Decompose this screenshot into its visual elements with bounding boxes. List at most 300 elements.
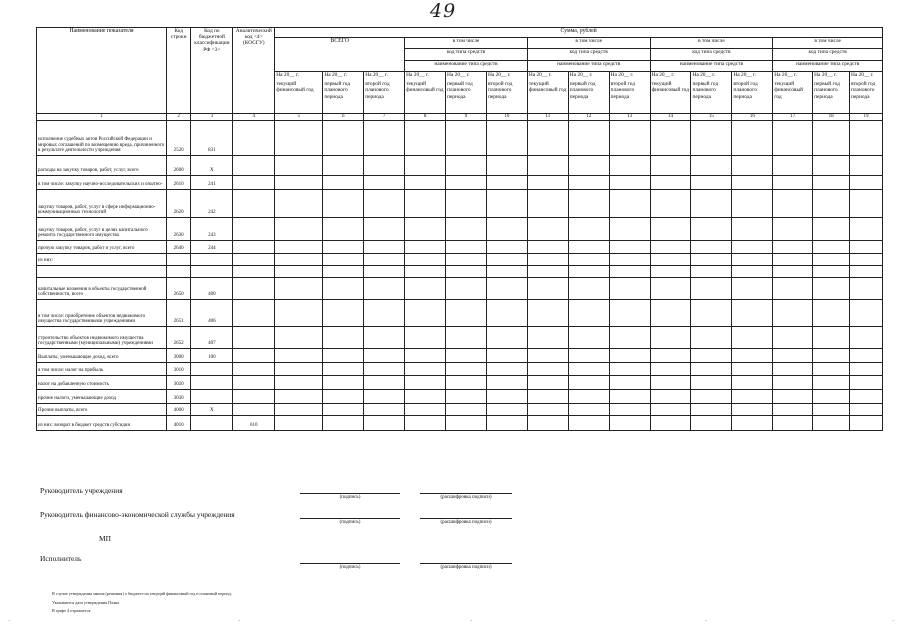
amount-cell (650, 363, 691, 376)
amount-cell (527, 218, 568, 241)
row-label: закупку товаров, работ, услуг в целях капитального ремонта государственного имущества (37, 218, 167, 241)
amount-cell (813, 416, 850, 431)
amount-cell (849, 241, 882, 254)
period-type-label: второй год планового периода (365, 81, 390, 100)
amount-cell (323, 300, 364, 327)
amount-cell (446, 404, 487, 416)
amount-cell (486, 404, 527, 416)
header-fund-name-1: наименование типа средств (405, 61, 528, 72)
amount-cell (405, 156, 446, 176)
amount-cell (732, 416, 773, 431)
amount-cell (446, 266, 487, 278)
amount-cell (813, 121, 850, 156)
amount-cell (691, 327, 732, 349)
row-code: 2652 (166, 327, 191, 349)
amount-cell (849, 404, 882, 416)
amount-cell (609, 390, 650, 404)
header-period-g2-p2 (446, 72, 487, 114)
amount-cell (405, 327, 446, 349)
amount-cell (609, 121, 650, 156)
amount-cell (568, 376, 609, 390)
period-type-label: первый год планового периода (814, 81, 840, 100)
amount-cell (486, 363, 527, 376)
amount-cell (773, 218, 813, 241)
row-label: расходы на закупку товаров, работ, услуг, всего (37, 156, 167, 176)
header-fund-code-1: код типа средств (405, 49, 528, 61)
amount-cell (446, 176, 487, 190)
amount-cell (446, 241, 487, 254)
amount-cell (405, 404, 446, 416)
row-analytic-code: 610 (233, 416, 275, 431)
header-period-g4-p2 (691, 72, 732, 114)
table-row (37, 176, 883, 190)
amount-cell (691, 266, 732, 278)
amount-cell (773, 176, 813, 190)
amount-cell (773, 363, 813, 376)
table-row (37, 300, 883, 327)
amount-cell (446, 376, 487, 390)
table-row (37, 156, 883, 176)
header-period-g3-p3 (609, 72, 650, 114)
amount-cell (732, 190, 773, 218)
row-label: из них: возврат в бюджет средств субсидии (37, 416, 167, 431)
row-code: 4000 (166, 404, 191, 416)
amount-cell (732, 404, 773, 416)
amount-cell (691, 218, 732, 241)
amount-cell (323, 156, 364, 176)
row-budget-code (191, 266, 233, 278)
row-code: 3020 (166, 376, 191, 390)
row-label: прочие налоги, уменьшающие доход (37, 390, 167, 404)
amount-cell (527, 300, 568, 327)
header-period-g1-p3 (364, 72, 405, 114)
table-row (37, 241, 883, 254)
fin-head-decoding-caption: (расшифровка подписи) (440, 520, 492, 525)
amount-cell (323, 266, 364, 278)
amount-cell (691, 254, 732, 266)
amount-cell (609, 349, 650, 363)
amount-cell (486, 416, 527, 431)
amount-cell (650, 121, 691, 156)
amount-cell (568, 404, 609, 416)
amount-cell (446, 363, 487, 376)
page-number: 49 (430, 0, 457, 22)
amount-cell (486, 349, 527, 363)
amount-cell (609, 254, 650, 266)
head-signature-caption: (подпись) (339, 495, 361, 500)
amount-cell (609, 300, 650, 327)
amount-cell (275, 254, 323, 266)
row-analytic-code (233, 363, 275, 376)
amount-cell (568, 349, 609, 363)
row-analytic-code (233, 241, 275, 254)
column-number: 6 (323, 114, 364, 121)
amount-cell (568, 266, 609, 278)
amount-cell (568, 218, 609, 241)
amount-cell (568, 278, 609, 300)
amount-cell (527, 390, 568, 404)
amount-cell (527, 121, 568, 156)
amount-cell (527, 416, 568, 431)
row-label: прочую закупку товаров, работ и услуг, всего (37, 241, 167, 254)
row-analytic-code (233, 190, 275, 218)
amount-cell (405, 363, 446, 376)
amount-cell (364, 327, 405, 349)
amount-cell (275, 278, 323, 300)
row-analytic-code (233, 404, 275, 416)
amount-cell (275, 363, 323, 376)
row-label: Выплаты, уменьшающие доход, всего (37, 349, 167, 363)
amount-cell (773, 156, 813, 176)
amount-cell (364, 416, 405, 431)
header-analytic-code: Аналитический код <4> (КОСГУ) (233, 28, 275, 114)
amount-cell (732, 156, 773, 176)
period-year-label: На 20__ г. (365, 72, 388, 78)
amount-cell (275, 404, 323, 416)
amount-cell (527, 254, 568, 266)
amount-cell (527, 156, 568, 176)
amount-cell (568, 190, 609, 218)
amount-cell (773, 404, 813, 416)
amount-cell (275, 176, 323, 190)
row-budget-code: 400 (191, 278, 233, 300)
amount-cell (446, 390, 487, 404)
amount-cell (691, 390, 732, 404)
header-including-1: в том числе (405, 38, 528, 49)
period-year-label: На 20__ г. (324, 72, 348, 78)
amount-cell (813, 327, 850, 349)
amount-cell (813, 190, 850, 218)
amount-cell (446, 278, 487, 300)
amount-cell (405, 176, 446, 190)
row-analytic-code (233, 390, 275, 404)
amount-cell (813, 278, 850, 300)
amount-cell (486, 176, 527, 190)
amount-cell (732, 266, 773, 278)
column-number: 11 (527, 114, 568, 121)
amount-cell (486, 376, 527, 390)
row-code: 3000 (166, 349, 191, 363)
amount-cell (650, 266, 691, 278)
fin-head-signature-caption: (подпись) (339, 520, 361, 525)
row-budget-code: 243 (191, 218, 233, 241)
amount-cell (813, 156, 850, 176)
amount-cell (568, 363, 609, 376)
table-row (37, 376, 883, 390)
amount-cell (691, 156, 732, 176)
amount-cell (773, 241, 813, 254)
amount-cell (691, 241, 732, 254)
period-type-label: второй год планового периода (610, 81, 636, 100)
header-fund-name-2: наименование типа средств (527, 61, 650, 72)
executor-signature-caption: (подпись) (339, 565, 361, 570)
amount-cell (446, 218, 487, 241)
amount-cell (405, 349, 446, 363)
amount-cell (650, 241, 691, 254)
header-period-g1-p2 (323, 72, 364, 114)
amount-cell (650, 416, 691, 431)
amount-cell (275, 156, 323, 176)
row-analytic-code (233, 376, 275, 390)
amount-cell (773, 349, 813, 363)
amount-cell (364, 121, 405, 156)
amount-cell (691, 300, 732, 327)
amount-cell (650, 156, 691, 176)
header-fund-code-4: код типа средств (773, 49, 883, 61)
table-row (37, 266, 883, 278)
amount-cell (446, 300, 487, 327)
period-type-label: второй год планового периода (850, 81, 876, 100)
amount-cell (323, 363, 364, 376)
period-type-label: первый год планового периода (324, 81, 351, 100)
column-number: 13 (609, 114, 650, 121)
amount-cell (609, 327, 650, 349)
amount-cell (773, 278, 813, 300)
amount-cell (849, 218, 882, 241)
amount-cell (364, 390, 405, 404)
amount-cell (446, 156, 487, 176)
header-fund-code-2: код типа средств (527, 49, 650, 61)
amount-cell (813, 218, 850, 241)
amount-cell (405, 266, 446, 278)
column-number: 10 (486, 114, 527, 121)
amount-cell (773, 300, 813, 327)
amount-cell (732, 278, 773, 300)
row-budget-code (191, 254, 233, 266)
amount-cell (405, 190, 446, 218)
amount-cell (773, 190, 813, 218)
amount-cell (691, 363, 732, 376)
amount-cell (650, 327, 691, 349)
amount-cell (568, 390, 609, 404)
column-number: 12 (568, 114, 609, 121)
executor-label: Исполнитель (40, 554, 82, 563)
amount-cell (650, 390, 691, 404)
period-type-label: второй год планового периода (733, 81, 758, 100)
row-label: Прочие выплаты, всего (37, 404, 167, 416)
table-row (37, 390, 883, 404)
amount-cell (446, 416, 487, 431)
amount-cell (364, 376, 405, 390)
row-code (166, 266, 191, 278)
amount-cell (691, 121, 732, 156)
amount-cell (609, 176, 650, 190)
amount-cell (275, 241, 323, 254)
row-analytic-code (233, 156, 275, 176)
amount-cell (849, 349, 882, 363)
period-year-label: На 20__ г. (651, 72, 675, 78)
period-type-label: первый год планового периода (692, 81, 719, 100)
amount-cell (527, 266, 568, 278)
period-type-label: текущий финансовый год (774, 81, 803, 100)
amount-cell (849, 278, 882, 300)
row-analytic-code (233, 327, 275, 349)
period-year-label: На 20__ г. (610, 72, 634, 78)
amount-cell (323, 376, 364, 390)
amount-cell (527, 363, 568, 376)
header-including-2: в том числе (527, 38, 650, 49)
amount-cell (849, 121, 882, 156)
amount-cell (364, 349, 405, 363)
header-total: ВСЕГО (275, 38, 405, 72)
amount-cell (486, 190, 527, 218)
amount-cell (650, 218, 691, 241)
amount-cell (568, 416, 609, 431)
row-code: 2520 (166, 121, 191, 156)
row-label: строительство объектов недвижимого имущества государственными (муниципальными) учреждениями (37, 327, 167, 349)
amount-cell (364, 266, 405, 278)
amount-cell (773, 266, 813, 278)
amount-cell (609, 190, 650, 218)
amount-cell (364, 176, 405, 190)
amount-cell (527, 349, 568, 363)
amount-cell (275, 376, 323, 390)
amount-cell (323, 404, 364, 416)
row-label: в том числе: приобретение объектов недвижимого имущества государственными учреждениями (37, 300, 167, 327)
head-decoding-caption: (расшифровка подписи) (440, 495, 492, 500)
header-including-3: в том числе (650, 38, 773, 49)
period-year-label: На 20__ г. (850, 72, 874, 78)
row-label: из них: (37, 254, 167, 266)
row-label (37, 266, 167, 278)
amount-cell (732, 327, 773, 349)
amount-cell (849, 254, 882, 266)
header-indicator: Наименование показателя (37, 28, 167, 114)
amount-cell (364, 218, 405, 241)
amount-cell (849, 390, 882, 404)
header-period-g4-p3 (732, 72, 773, 114)
amount-cell (773, 390, 813, 404)
amount-cell (773, 416, 813, 431)
amount-cell (364, 300, 405, 327)
amount-cell (405, 416, 446, 431)
header-period-g5-p1 (773, 72, 813, 114)
amount-cell (364, 254, 405, 266)
amount-cell (405, 376, 446, 390)
amount-cell (568, 241, 609, 254)
header-period-g1-p1 (275, 72, 323, 114)
amount-cell (486, 156, 527, 176)
amount-cell (275, 266, 323, 278)
table-row (37, 218, 883, 241)
row-label: в том числе: закупку научно-исследовательских и опытно- (37, 176, 167, 190)
amount-cell (849, 266, 882, 278)
amount-cell (732, 121, 773, 156)
amount-cell (813, 266, 850, 278)
amount-cell (813, 404, 850, 416)
amount-cell (486, 218, 527, 241)
row-budget-code: 244 (191, 241, 233, 254)
amount-cell (323, 254, 364, 266)
amount-cell (275, 121, 323, 156)
footnote-2: Указывается дата утверждения Плана (52, 600, 120, 605)
amount-cell (609, 416, 650, 431)
amount-cell (849, 156, 882, 176)
amount-cell (405, 300, 446, 327)
column-number: 5 (275, 114, 323, 121)
amount-cell (849, 416, 882, 431)
row-budget-code: 100 (191, 349, 233, 363)
amount-cell (813, 254, 850, 266)
header-fund-name-4: наименование типа средств (773, 61, 883, 72)
header-period-g5-p2 (813, 72, 850, 114)
amount-cell (364, 241, 405, 254)
header-sums: Сумма, рублей (275, 28, 883, 38)
amount-cell (364, 404, 405, 416)
row-budget-code: 242 (191, 190, 233, 218)
amount-cell (813, 300, 850, 327)
amount-cell (691, 404, 732, 416)
table-row (37, 416, 883, 431)
row-budget-code (191, 390, 233, 404)
amount-cell (446, 349, 487, 363)
period-year-label: На 20__ г. (774, 72, 797, 78)
amount-cell (446, 121, 487, 156)
row-analytic-code (233, 300, 275, 327)
row-code: 3030 (166, 390, 191, 404)
table-row (37, 349, 883, 363)
row-label: налог на добавленную стоимость (37, 376, 167, 390)
amount-cell (849, 376, 882, 390)
row-code: 3010 (166, 363, 191, 376)
footnote-3: В графе 4 отражается (52, 608, 91, 613)
row-analytic-code (233, 218, 275, 241)
period-type-label: текущий финансовый год (276, 81, 314, 94)
header-period-g3-p2 (568, 72, 609, 114)
amount-cell (275, 218, 323, 241)
amount-cell (486, 241, 527, 254)
period-year-label: На 20__ г. (528, 72, 552, 78)
row-code: 2650 (166, 278, 191, 300)
amount-cell (446, 327, 487, 349)
amount-cell (486, 278, 527, 300)
amount-cell (275, 190, 323, 218)
row-label: капитальные вложения в объекты государственной собственности, всего (37, 278, 167, 300)
row-code: 2640 (166, 241, 191, 254)
period-year-label: На 20__ г. (487, 72, 511, 78)
header-period-g3-p1 (527, 72, 568, 114)
period-year-label: На 20__ г. (733, 72, 757, 78)
period-type-label: первый год планового периода (569, 81, 596, 100)
fin-head-label: Руководитель финансово-экономической службы учреждения (40, 510, 235, 519)
stamp-place-label: МП (99, 534, 111, 543)
amount-cell (650, 404, 691, 416)
signature-block: Руководитель учреждения (подпись) (расшифровка подписи) Руководитель финансово-экономической службы учреждения (подпись) (расшифровка подписи) МП Исполнитель (подпись) (расшифровка подписи) В случае утверждения закона (решения) о бюджете на текущий финансовый год и плановый период. Указывается дата утверждения Плана В графе 4 отражается · · · · · (8, 486, 895, 625)
header-budget-code: Код по бюджетной классификации РФ <3> (191, 28, 233, 114)
column-number: 9 (446, 114, 487, 121)
amount-cell (275, 349, 323, 363)
amount-cell (568, 156, 609, 176)
column-number: 17 (773, 114, 813, 121)
executor-decoding-caption: (расшифровка подписи) (440, 565, 492, 570)
amount-cell (609, 218, 650, 241)
amount-cell (732, 254, 773, 266)
amount-cell (650, 376, 691, 390)
amount-cell (527, 404, 568, 416)
amount-cell (486, 390, 527, 404)
amount-cell (323, 190, 364, 218)
column-number: 14 (650, 114, 691, 121)
amount-cell (609, 278, 650, 300)
amount-cell (364, 156, 405, 176)
amount-cell (813, 390, 850, 404)
amount-cell (609, 404, 650, 416)
period-year-label: На 20__ г. (692, 72, 716, 78)
period-year-label: На 20__ г. (447, 72, 470, 78)
amount-cell (364, 363, 405, 376)
row-label: исполнение судебных актов Российской Федерации и мировых соглашений по возмещению вреда, причиненного в результате деятельности учреждения (37, 121, 167, 156)
amount-cell (849, 190, 882, 218)
